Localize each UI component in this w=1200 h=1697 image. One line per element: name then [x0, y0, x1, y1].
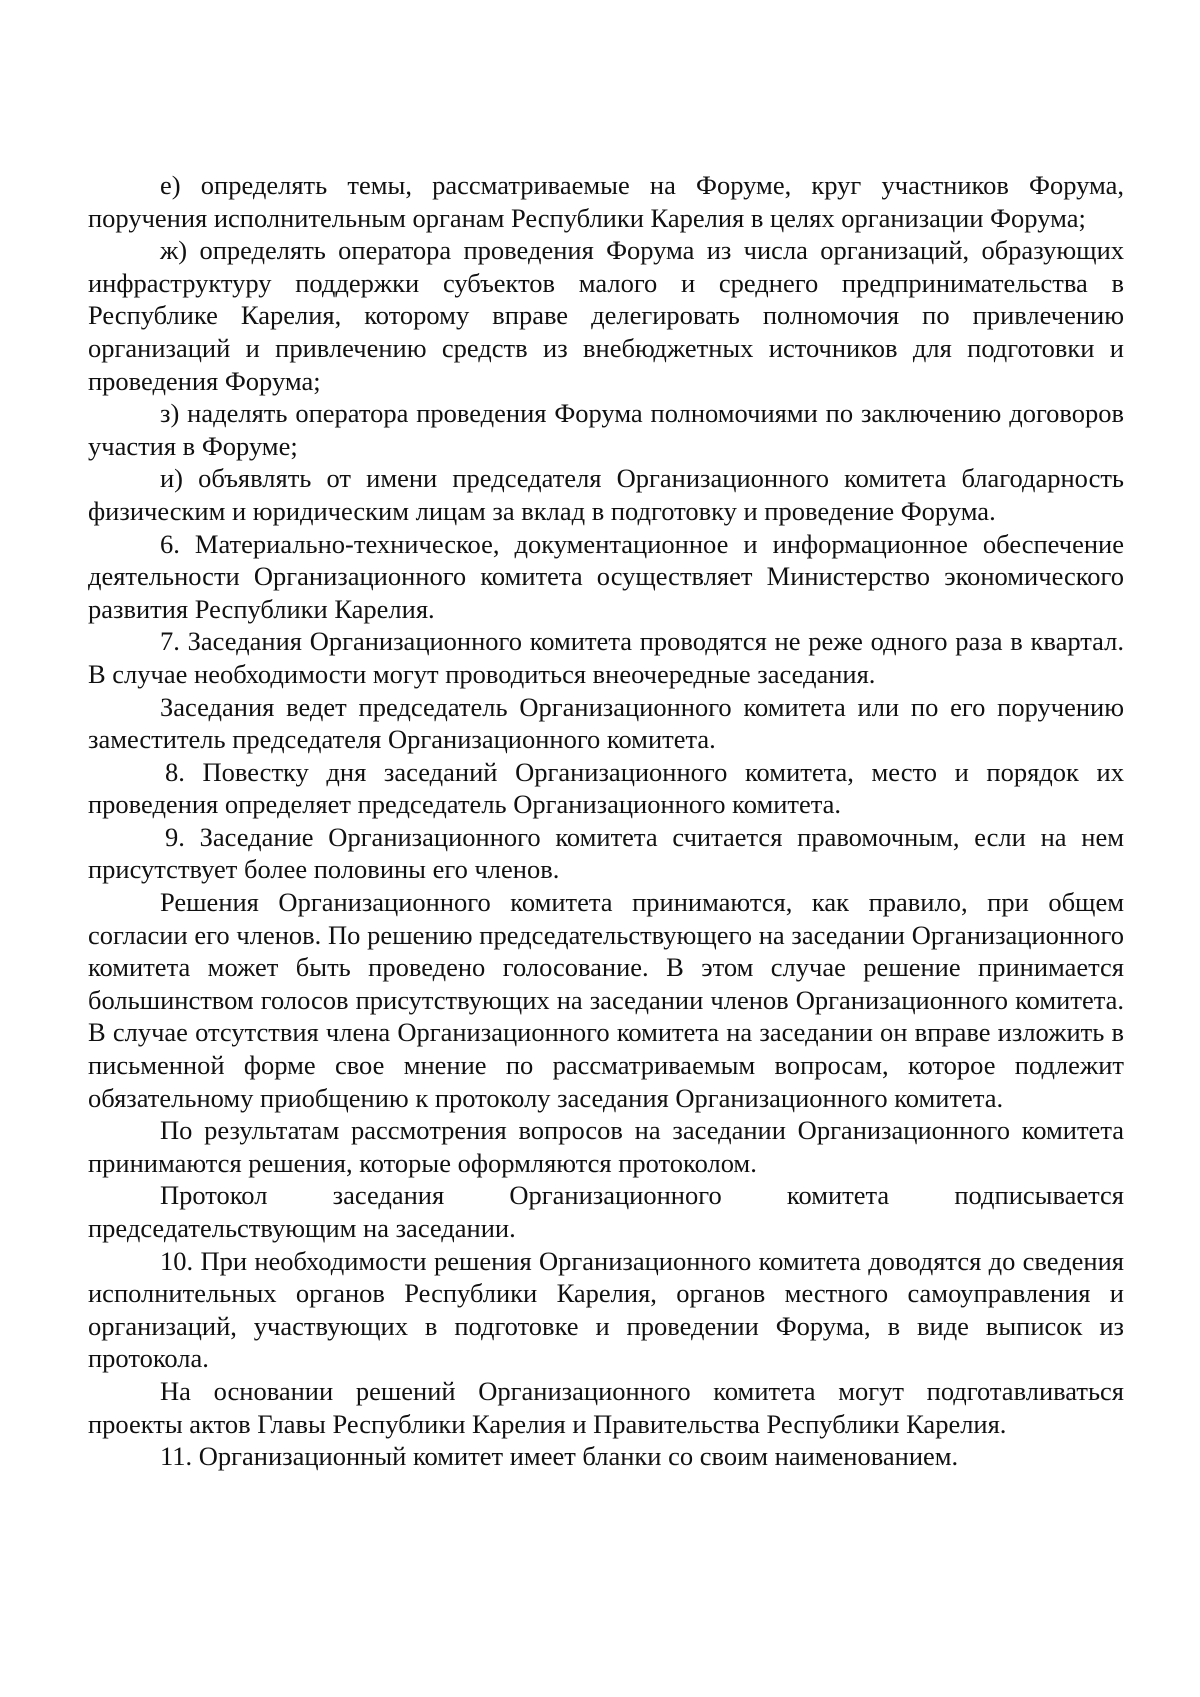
document-page [88, 169, 1124, 1473]
paragraph-item-z: з) наделять оператора проведения Форума полномочиями по заключению договоров участия в Форуме; [88, 398, 1124, 461]
paragraph-results: По результатам рассмотрения вопросов на заседании Организационного комитета принимаются решения, которые оформляются протоколом. [88, 1115, 1124, 1178]
paragraph-item-zh: ж) определять оператора проведения Форума из числа организаций, образующих инфраструктуру поддержки субъектов малого и среднего предпринимательства в Республике Карелия, которому вправе делегировать полномочия по привлечению организаций и привлечению средств из внебюджетных источников для подготовки и проведения Форума; [88, 235, 1124, 396]
paragraph-draft-acts: На основании решений Организационного комитета могут подготавливаться проекты актов Главы Республики Карелия и Правительства Республики Карелия. [88, 1375, 1124, 1439]
paragraph-clause-7: 7. Заседания Организационного комитета проводятся не реже одного раза в квартал. В случае необходимости могут проводиться внеочередные заседания. [88, 626, 1124, 689]
paragraph-clause-8: 8. Повестку дня заседаний Организационного комитета, место и порядок их проведения определяет председатель Организационного комитета. [88, 756, 1124, 820]
paragraph-protocol: Протокол заседания Организационного комитета подписывается председательствующим на заседании. [88, 1180, 1124, 1243]
paragraph-item-e: е) определять темы, рассматриваемые на Форуме, круг участников Форума, поручения исполнительным органам Республики Карелия в целях организации Форума; [88, 170, 1124, 233]
paragraph-clause-11: 11. Организационный комитет имеет бланки со своим наименованием. [160, 1441, 959, 1472]
paragraph-clause-6: 6. Материально-техническое, документационное и информационное обеспечение деятельности Организационного комитета осуществляет Министерство экономического развития Республики Карелия. [88, 528, 1124, 624]
paragraph-clause-9: 9. Заседание Организационного комитета считается правомочным, если на нем присутствует более половины его членов. [88, 821, 1124, 885]
paragraph-decisions: Решения Организационного комитета принимаются, как правило, при общем согласии его членов. По решению председательствующего на заседании Организационного комитета может быть проведено голосование. В этом случае решение принимается большинством голосов присутствующих на заседании членов Организационного комитета. В случае отсутствия члена Организационного комитета на заседании он вправе изложить в письменной форме свое мнение по рассматриваемым вопросам, которое подлежит обязательному приобщению к протоколу заседания Организационного комитета. [88, 887, 1124, 1113]
paragraph-meetings-chair: Заседания ведет председатель Организационного комитета или по его поручению заместитель председателя Организационного комитета. [88, 691, 1124, 755]
paragraph-clause-10: 10. При необходимости решения Организационного комитета доводятся до сведения исполнительных органов Республики Карелия, органов местного самоуправления и организаций, участвующих в подготовке и проведении Форума, в виде выписок из протокола. [88, 1245, 1124, 1374]
paragraph-item-i: и) объявлять от имени председателя Организационного комитета благодарность физическим и юридическим лицам за вклад в подготовку и проведение Форума. [88, 463, 1124, 526]
